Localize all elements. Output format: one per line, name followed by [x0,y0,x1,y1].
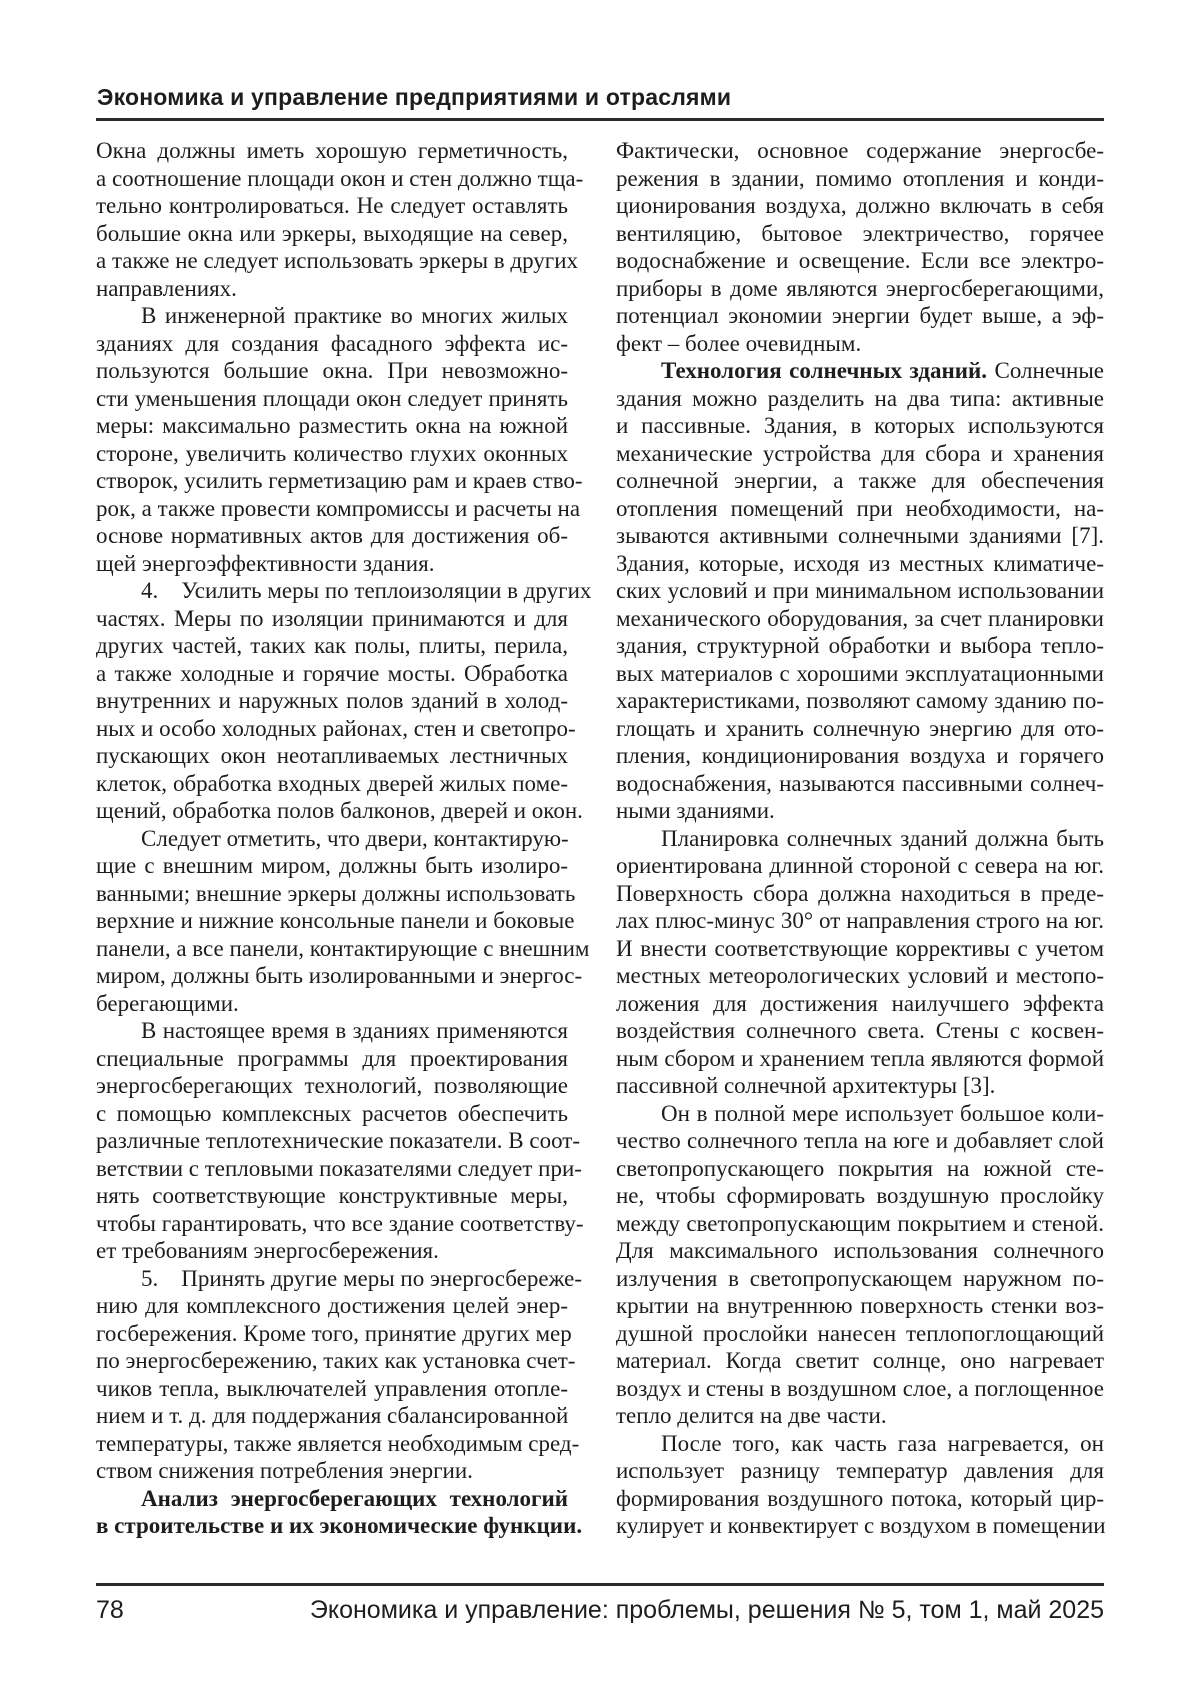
text-line: различные теплотехнические показатели. В соот- [96,1128,580,1153]
paragraph [96,577,592,825]
text-line: ными зданиями. [616,798,775,823]
text-line: ционирования воздуха, должно включать в себя [616,193,1104,218]
text-line: характеристиками, позволяют самому зданию по- [616,688,1104,713]
text-line: миром, должны быть изолированными и энергос- [96,963,583,988]
text-line: зываются активными солнечными зданиями [7]. [616,523,1104,548]
text-line: Он в полной мере использует большое коли- [661,1100,1104,1126]
text-line: специальные программы для проектирования [96,1045,568,1071]
text-line: пользуются большие окна. При невозможно- [96,358,568,383]
paragraph [96,1017,584,1265]
text-line: большие окна или эркеры, выходящие на север, [96,220,568,246]
paragraph [616,357,1104,825]
text-line: а также холодные и горячие мосты. Обработка [96,660,568,686]
text-line: чество солнечного тепла на юге и добавляет слой [616,1128,1104,1153]
article-body [96,137,1104,1540]
text-line: нием и т. д. для поддержания сбалансированной [96,1403,569,1428]
text-line: рок, а также провести компромиссы и расчеты на [96,495,581,521]
paragraph [616,137,1104,357]
text-line: в строительстве и их экономические функции. [96,1513,583,1538]
text-line: материал. Когда светит солнце, оно нагревает [616,1348,1104,1373]
text-line: фект – более очевидным. [616,330,862,356]
text-line: зданиях для создания фасадного эффекта ис- [96,330,568,356]
text-line: и пассивные. Здания, в которых используются [616,413,1104,438]
text-line: приборы в доме являются энергосберегающими, [616,275,1104,301]
text-line: водоснабжения, называются пассивными солнеч- [616,770,1104,796]
text-line: солнечной энергии, а также для обеспечения [616,468,1104,493]
text-line: а также не следует использовать эркеры в других [96,248,579,273]
text-line: частях. Меры по изоляции принимаются и для [96,605,568,631]
text-line: между светопропускающим покрытием и стеной. [616,1210,1104,1236]
text-line: ских условий и при минимальном использовании [616,578,1104,603]
text-line: госбережения. Кроме того, принятие других мер [96,1320,572,1346]
text-line: створок, усилить герметизацию рам и краев ство- [96,468,583,493]
text-line: режения в здании, помимо отопления и конди- [616,165,1104,191]
text-line: меры: максимально разместить окна на южной [96,413,568,438]
text-line: пления, кондиционирования воздуха и горячего [616,743,1104,768]
text-line: щений, обработка полов балконов, дверей и окон. [96,798,583,823]
text-line: В инженерной практике во многих жилых [141,303,568,328]
paragraph [96,302,583,577]
text-line: ным сбором и хранением тепла являются формой [616,1045,1104,1071]
text-line: здания, структурной обработки и выбора тепло- [616,633,1104,658]
text-line: После того, как часть газа нагревается, он [661,1430,1104,1456]
text-line: Анализ энергосберегающих технологий [141,1485,568,1511]
text-line: потенциал экономии энергии будет выше, а эф- [616,303,1104,328]
text-line: стороне, увеличить количество глухих оконных [96,440,568,466]
text-line [616,357,1104,385]
page-footer [96,1596,1104,1625]
text-line: 4. Усилить меры по теплоизоляции в других [141,578,592,603]
text-line: не, чтобы сформировать воздушную прослойку [616,1183,1104,1208]
text-line: по энергосбережению, таких как установка счет- [96,1348,576,1373]
text-line: В настоящее время в зданиях применяются [141,1018,568,1043]
text-line: Фактически, основное содержание энергосбе- [616,138,1104,163]
text-line: внутренних и наружных полов зданий в холод- [96,688,568,713]
text-line: лах плюс-минус 30° от направления строго на юг. [616,908,1104,933]
text-line: тельно контролироваться. Не следует оставлять [96,193,568,218]
text-line: механические устройства для сбора и хранения [616,440,1104,466]
page-number: 78 [96,1596,124,1624]
text-line: механического оборудования, за счет планировки [616,605,1104,631]
text-line: ванными; внешние эркеры должны использовать [96,880,576,906]
text-line: использует разницу температур давления для [616,1458,1104,1483]
paragraph [616,825,1104,1100]
text-line: щей энергоэффективности здания. [96,550,435,576]
footer-rule [96,1583,1104,1586]
text-line: формирования воздушного потока, который цир- [616,1485,1104,1511]
column-right [616,137,1104,1540]
text-line: воздействия солнечного света. Стены с косвен- [616,1018,1104,1043]
text-line: отопления помещений при необходимости, на- [616,495,1104,521]
text-line: с помощью комплексных расчетов обеспечить [96,1100,568,1126]
text-line: местных метеорологических условий и местопо- [616,963,1104,988]
text-line: а соотношение площади окон и стен должно тща- [96,165,584,191]
text-line: И внести соответствующие коррективы с учетом [616,935,1104,961]
text-line: вентиляцию, бытовое электричество, горячее [616,220,1104,246]
text-run: Солнечные [987,358,1104,383]
text-line: ством снижения потребления энергии. [96,1458,473,1483]
text-line: пассивной солнечной архитектуры [3]. [616,1073,996,1098]
text-line: нию для комплексного достижения целей энер- [96,1293,568,1318]
section-title: Экономика и управление предприятиями и отраслями [97,84,732,110]
text-line: излучения в светопропускающем наружном по- [616,1265,1104,1291]
text-line: ориентирована длинной стороной с севера на юг. [616,853,1104,878]
text-line: температуры, также является необходимым сред- [96,1430,580,1456]
text-line: ных и особо холодных районах, стен и светопро- [96,715,576,741]
paragraph [96,825,590,1018]
text-line: Окна должны иметь хорошую герметичность, [96,138,568,163]
text-line: крытии на внутреннюю поверхность стенки воз- [616,1293,1104,1318]
text-line: направлениях. [96,275,237,301]
text-line: водоснабжение и освещение. Если все электро- [616,248,1104,273]
text-line: Поверхность сбора должна находиться в преде- [616,880,1104,906]
journal-issue-line: Экономика и управление: проблемы, решения № 5, том 1, май 2025 [309,1596,1104,1624]
text-line: воздух и стены в воздушном слое, а поглощенное [616,1375,1104,1401]
paragraph [616,1100,1104,1430]
text-line: Для максимального использования солнечного [616,1238,1104,1263]
column-left [96,137,592,1540]
text-line: пускающих окон неотапливаемых лестничных [96,743,568,768]
text-line: 5. Принять другие меры по энергосбереже- [141,1265,583,1291]
paragraph [616,1430,1104,1540]
text-line: чиков тепла, выключателей управления отопле- [96,1375,568,1401]
paragraph [96,1485,583,1540]
text-line: щие с внешним миром, должны быть изолиро- [96,853,568,878]
run-in-heading: Технология солнечных зданий. [661,358,988,383]
text-line: Следует отметить, что двери, контактирую- [141,825,569,851]
text-line: берегающими. [96,990,239,1016]
text-line: клеток, обработка входных дверей жилых поме- [96,770,568,796]
text-line: светопропускающего покрытия на южной сте- [616,1155,1104,1181]
text-line: нять соответствующие конструктивные меры, [96,1183,568,1208]
text-line: ет требованиям энергосбережения. [96,1238,439,1263]
text-line: глощать и хранить солнечную энергию для ото- [616,715,1104,741]
text-line: вых материалов с хорошими эксплуатационными [616,660,1104,686]
text-line: душной прослойки нанесен теплопоглощающий [616,1320,1104,1346]
text-line: Здания, которые, исходя из местных климатиче- [616,550,1104,576]
text-line: здания можно разделить на два типа: активные [616,385,1104,411]
text-line: чтобы гарантировать, что все здание соответству- [96,1210,584,1236]
header-rule [96,118,1104,121]
text-line: тепло делится на две части. [616,1403,887,1428]
text-line: основе нормативных актов для достижения об- [96,523,568,548]
text-line: верхние и нижние консольные панели и боковые [96,908,575,933]
text-line: Планировка солнечных зданий должна быть [661,825,1104,851]
text-line: панели, а все панели, контактирующие с внешним [96,935,590,961]
text-line: энергосберегающих технологий, позволяющие [96,1073,568,1098]
text-line: ветствии с тепловыми показателями следует при- [96,1155,582,1181]
paragraph [96,137,584,302]
paragraph [96,1265,583,1485]
text-line: ложения для достижения наилучшего эффекта [616,990,1104,1016]
text-line: кулирует и конвектирует с воздухом в помещении [616,1513,1106,1538]
text-line: других частей, таких как полы, плиты, перила, [96,633,568,658]
text-line: сти уменьшения площади окон следует принять [96,385,568,411]
